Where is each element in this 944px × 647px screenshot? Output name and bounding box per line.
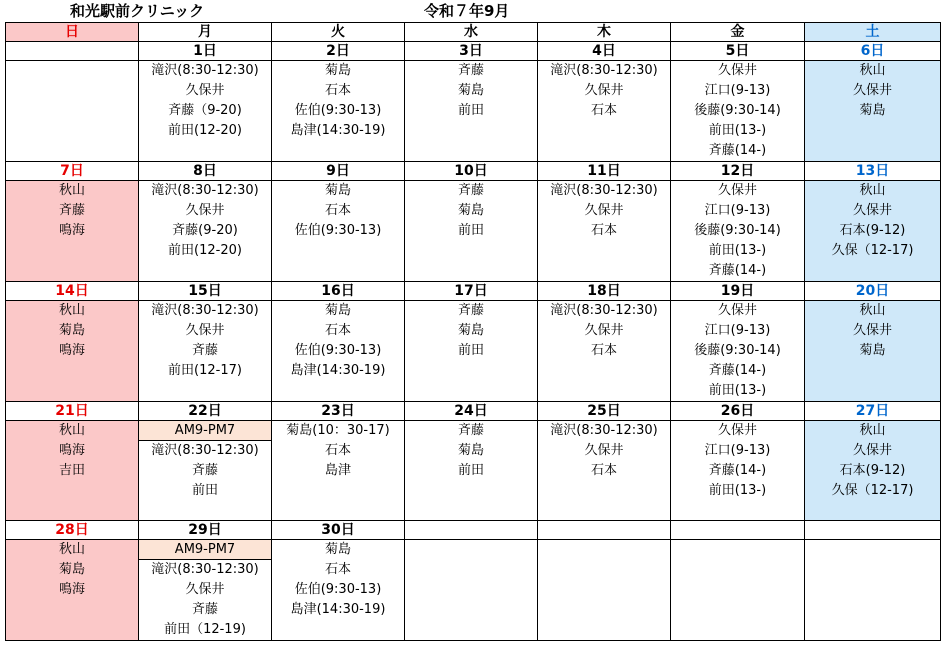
weekday-monday: 月	[139, 23, 272, 42]
staff-entry: 滝沢(8:30-12:30)	[550, 63, 658, 78]
date-cell-tuesday: 2日	[272, 42, 405, 61]
staff-entry: 秋山	[859, 63, 886, 78]
staff-entry: 久保井	[852, 203, 892, 218]
staff-entry: 前田	[457, 103, 484, 118]
date-cell-tuesday: 16日	[272, 282, 405, 301]
staff-entry: 斉藤	[191, 343, 218, 358]
staff-entry: 菊島	[58, 562, 85, 577]
weekday-sunday: 日	[6, 23, 139, 42]
hours-note: AM9-PM7	[139, 421, 271, 441]
staff-entry: 石本	[324, 562, 351, 577]
staff-entry: 秋山	[58, 303, 85, 318]
date-cell-friday: 5日	[671, 42, 805, 61]
staff-entry: 滝沢(8:30-12:30)	[151, 443, 259, 458]
staff-entry: 江口(9-13)	[704, 323, 771, 338]
staff-entry: 久保井	[584, 323, 624, 338]
date-cell-sunday: 28日	[6, 521, 139, 540]
staff-entry: 前田	[457, 343, 484, 358]
staff-cell-wednesday	[405, 301, 538, 402]
date-cell-sunday	[6, 42, 139, 61]
staff-cell-monday	[139, 61, 272, 162]
staff-cell-sunday	[6, 61, 139, 162]
schedule-calendar	[5, 22, 941, 641]
weekday-wednesday: 水	[405, 23, 538, 42]
staff-cell-monday	[139, 181, 272, 282]
staff-cell-saturday	[805, 421, 941, 521]
staff-entry: 滝沢(8:30-12:30)	[151, 63, 259, 78]
staff-entry: 前田(12-20)	[168, 243, 242, 258]
staff-entry: 斉藤(14-)	[708, 363, 767, 378]
staff-entry: 斉藤(14-)	[708, 263, 767, 278]
date-cell-wednesday: 3日	[405, 42, 538, 61]
date-cell-friday: 12日	[671, 162, 805, 181]
date-cell-monday: 8日	[139, 162, 272, 181]
staff-entry: 鳴海	[58, 223, 85, 238]
date-row	[6, 162, 941, 181]
staff-cell-sunday	[6, 301, 139, 402]
staff-entry: 菊島	[324, 542, 351, 557]
staff-entry: 鳴海	[58, 443, 85, 458]
staff-entry: 秋山	[58, 183, 85, 198]
date-cell-wednesday	[405, 521, 538, 540]
staff-entry: 菊島	[324, 303, 351, 318]
staff-entry: 佐伯(9:30-13)	[294, 343, 382, 358]
staff-entry: 佐伯(9:30-13)	[294, 103, 382, 118]
staff-entry: 斉藤(14-)	[708, 463, 767, 478]
date-cell-friday	[671, 521, 805, 540]
weekday-thursday: 木	[538, 23, 671, 42]
staff-entry: 秋山	[859, 423, 886, 438]
staff-row	[6, 421, 941, 521]
staff-entry: 島津(14:30-19)	[290, 363, 386, 378]
staff-entry: 久保（12-17)	[831, 483, 914, 498]
staff-entry: 久保井	[185, 203, 225, 218]
date-row	[6, 42, 941, 61]
date-cell-tuesday: 23日	[272, 402, 405, 421]
date-cell-saturday: 13日	[805, 162, 941, 181]
staff-entry: 滝沢(8:30-12:30)	[151, 303, 259, 318]
date-cell-friday: 19日	[671, 282, 805, 301]
staff-row	[6, 540, 941, 641]
staff-entry: 島津(14:30-19)	[290, 123, 386, 138]
staff-entry: 滝沢(8:30-12:30)	[550, 423, 658, 438]
staff-entry: 佐伯(9:30-13)	[294, 582, 382, 597]
staff-entry: 吉田	[58, 463, 85, 478]
staff-entry: 久保井	[717, 183, 757, 198]
date-cell-monday: 1日	[139, 42, 272, 61]
staff-entry: 斉藤	[457, 423, 484, 438]
staff-cell-tuesday	[272, 301, 405, 402]
staff-cell-saturday	[805, 61, 941, 162]
staff-entry: 斉藤	[191, 463, 218, 478]
staff-entry: 久保井	[584, 443, 624, 458]
staff-entry: 菊島	[324, 63, 351, 78]
staff-entry: 石本	[590, 343, 617, 358]
staff-entry: 秋山	[58, 423, 85, 438]
clinic-name: 和光駅前クリニック	[70, 2, 205, 20]
staff-cell-friday	[671, 421, 805, 521]
date-row	[6, 402, 941, 421]
date-cell-thursday: 18日	[538, 282, 671, 301]
staff-entry: 島津(14:30-19)	[290, 602, 386, 617]
staff-entry: 前田(13-)	[708, 123, 767, 138]
staff-cell-tuesday	[272, 181, 405, 282]
date-row	[6, 282, 941, 301]
staff-entry: 久保井	[584, 83, 624, 98]
staff-cell-sunday	[6, 181, 139, 282]
date-cell-sunday: 14日	[6, 282, 139, 301]
staff-entry: 島津	[324, 463, 351, 478]
staff-entry: 前田(13-)	[708, 483, 767, 498]
staff-entry: 久保井	[185, 582, 225, 597]
staff-entry: 石本	[590, 223, 617, 238]
staff-entry: 久保（12-17)	[831, 243, 914, 258]
calendar-period: 令和７年9月	[424, 2, 510, 20]
staff-entry: 斉藤	[457, 63, 484, 78]
staff-cell-sunday	[6, 540, 139, 641]
staff-entry: 前田(12-20)	[168, 123, 242, 138]
date-cell-thursday: 4日	[538, 42, 671, 61]
staff-cell-saturday	[805, 181, 941, 282]
staff-cell-sunday	[6, 421, 139, 521]
staff-cell-tuesday	[272, 61, 405, 162]
staff-entry: 鳴海	[58, 343, 85, 358]
staff-entry: 菊島	[457, 443, 484, 458]
staff-entry: 滝沢(8:30-12:30)	[151, 183, 259, 198]
staff-entry: 久保井	[185, 323, 225, 338]
staff-entry: 久保井	[852, 83, 892, 98]
staff-entry: 久保井	[717, 63, 757, 78]
staff-cell-friday	[671, 540, 805, 641]
date-cell-monday: 15日	[139, 282, 272, 301]
date-cell-wednesday: 24日	[405, 402, 538, 421]
staff-row	[6, 301, 941, 402]
staff-cell-friday	[671, 61, 805, 162]
date-row	[6, 521, 941, 540]
staff-entry: 鳴海	[58, 582, 85, 597]
staff-cell-friday	[671, 181, 805, 282]
staff-cell-wednesday	[405, 61, 538, 162]
date-cell-wednesday: 17日	[405, 282, 538, 301]
staff-entry: 菊島	[58, 323, 85, 338]
staff-cell-thursday	[538, 61, 671, 162]
staff-entry: 久保井	[852, 443, 892, 458]
staff-entry: 江口(9-13)	[704, 83, 771, 98]
weekday-tuesday: 火	[272, 23, 405, 42]
weekday-saturday: 土	[805, 23, 941, 42]
staff-entry: 石本	[324, 323, 351, 338]
staff-entry: 斉藤	[191, 602, 218, 617]
staff-entry: 菊島	[457, 323, 484, 338]
weekday-friday: 金	[671, 23, 805, 42]
date-cell-tuesday: 9日	[272, 162, 405, 181]
staff-entry: 菊島	[324, 183, 351, 198]
staff-entry: 久保井	[852, 323, 892, 338]
staff-entry: 前田	[191, 483, 218, 498]
staff-cell-wednesday	[405, 421, 538, 521]
staff-entry: 久保井	[717, 303, 757, 318]
staff-cell-saturday	[805, 540, 941, 641]
staff-entry: 前田	[457, 223, 484, 238]
date-cell-saturday	[805, 521, 941, 540]
staff-entry: 斉藤	[457, 183, 484, 198]
staff-entry: 斉藤	[457, 303, 484, 318]
staff-entry: 江口(9-13)	[704, 443, 771, 458]
staff-entry: 前田(13-)	[708, 243, 767, 258]
weekday-header-row	[6, 23, 941, 42]
staff-cell-thursday	[538, 181, 671, 282]
date-cell-monday: 29日	[139, 521, 272, 540]
hours-note: AM9-PM7	[139, 540, 271, 560]
staff-entry: 滝沢(8:30-12:30)	[550, 303, 658, 318]
staff-entry: 石本	[590, 463, 617, 478]
staff-entry: 秋山	[58, 542, 85, 557]
staff-entry: 秋山	[859, 303, 886, 318]
staff-cell-wednesday	[405, 540, 538, 641]
staff-entry: 滝沢(8:30-12:30)	[550, 183, 658, 198]
staff-cell-thursday	[538, 421, 671, 521]
staff-entry: 前田	[457, 463, 484, 478]
staff-entry: 菊島(10：30-17)	[286, 423, 390, 438]
date-cell-monday: 22日	[139, 402, 272, 421]
date-cell-friday: 26日	[671, 402, 805, 421]
staff-entry: 後藤(9:30-14)	[694, 103, 781, 118]
date-cell-saturday: 27日	[805, 402, 941, 421]
staff-entry: 石本(9-12)	[839, 463, 906, 478]
date-cell-thursday: 11日	[538, 162, 671, 181]
staff-entry: 石本	[324, 443, 351, 458]
staff-cell-tuesday	[272, 421, 405, 521]
staff-cell-thursday	[538, 540, 671, 641]
staff-entry: 佐伯(9:30-13)	[294, 223, 382, 238]
staff-entry: 久保井	[185, 83, 225, 98]
staff-entry: 菊島	[457, 203, 484, 218]
staff-cell-monday	[139, 540, 272, 641]
date-cell-thursday	[538, 521, 671, 540]
staff-entry: 斉藤(14-)	[708, 143, 767, 158]
staff-entry: 斉藤(9-20)	[172, 223, 238, 238]
staff-cell-monday	[139, 421, 272, 521]
staff-row	[6, 181, 941, 282]
staff-cell-friday	[671, 301, 805, 402]
staff-entry: 菊島	[457, 83, 484, 98]
staff-entry: 石本	[324, 83, 351, 98]
staff-entry: 斉藤（9-20)	[168, 103, 242, 118]
date-cell-saturday: 6日	[805, 42, 941, 61]
date-cell-sunday: 21日	[6, 402, 139, 421]
date-cell-saturday: 20日	[805, 282, 941, 301]
staff-entry: 石本	[324, 203, 351, 218]
staff-entry: 前田（12-19)	[164, 622, 246, 637]
staff-cell-saturday	[805, 301, 941, 402]
staff-entry: 後藤(9:30-14)	[694, 223, 781, 238]
staff-cell-wednesday	[405, 181, 538, 282]
date-cell-thursday: 25日	[538, 402, 671, 421]
staff-entry: 石本(9-12)	[839, 223, 906, 238]
staff-entry: 久保井	[584, 203, 624, 218]
staff-entry: 斉藤	[58, 203, 85, 218]
staff-entry: 滝沢(8:30-12:30)	[151, 562, 259, 577]
date-cell-wednesday: 10日	[405, 162, 538, 181]
staff-cell-monday	[139, 301, 272, 402]
staff-entry: 石本	[590, 103, 617, 118]
staff-row	[6, 61, 941, 162]
staff-cell-thursday	[538, 301, 671, 402]
staff-entry: 後藤(9:30-14)	[694, 343, 781, 358]
staff-entry: 前田(12-17)	[168, 363, 242, 378]
date-cell-tuesday: 30日	[272, 521, 405, 540]
staff-entry: 秋山	[859, 183, 886, 198]
staff-entry: 久保井	[717, 423, 757, 438]
staff-entry: 前田(13-)	[708, 383, 767, 398]
staff-entry: 江口(9-13)	[704, 203, 771, 218]
staff-entry: 菊島	[859, 343, 886, 358]
date-cell-sunday: 7日	[6, 162, 139, 181]
staff-cell-tuesday	[272, 540, 405, 641]
staff-entry: 菊島	[859, 103, 886, 118]
